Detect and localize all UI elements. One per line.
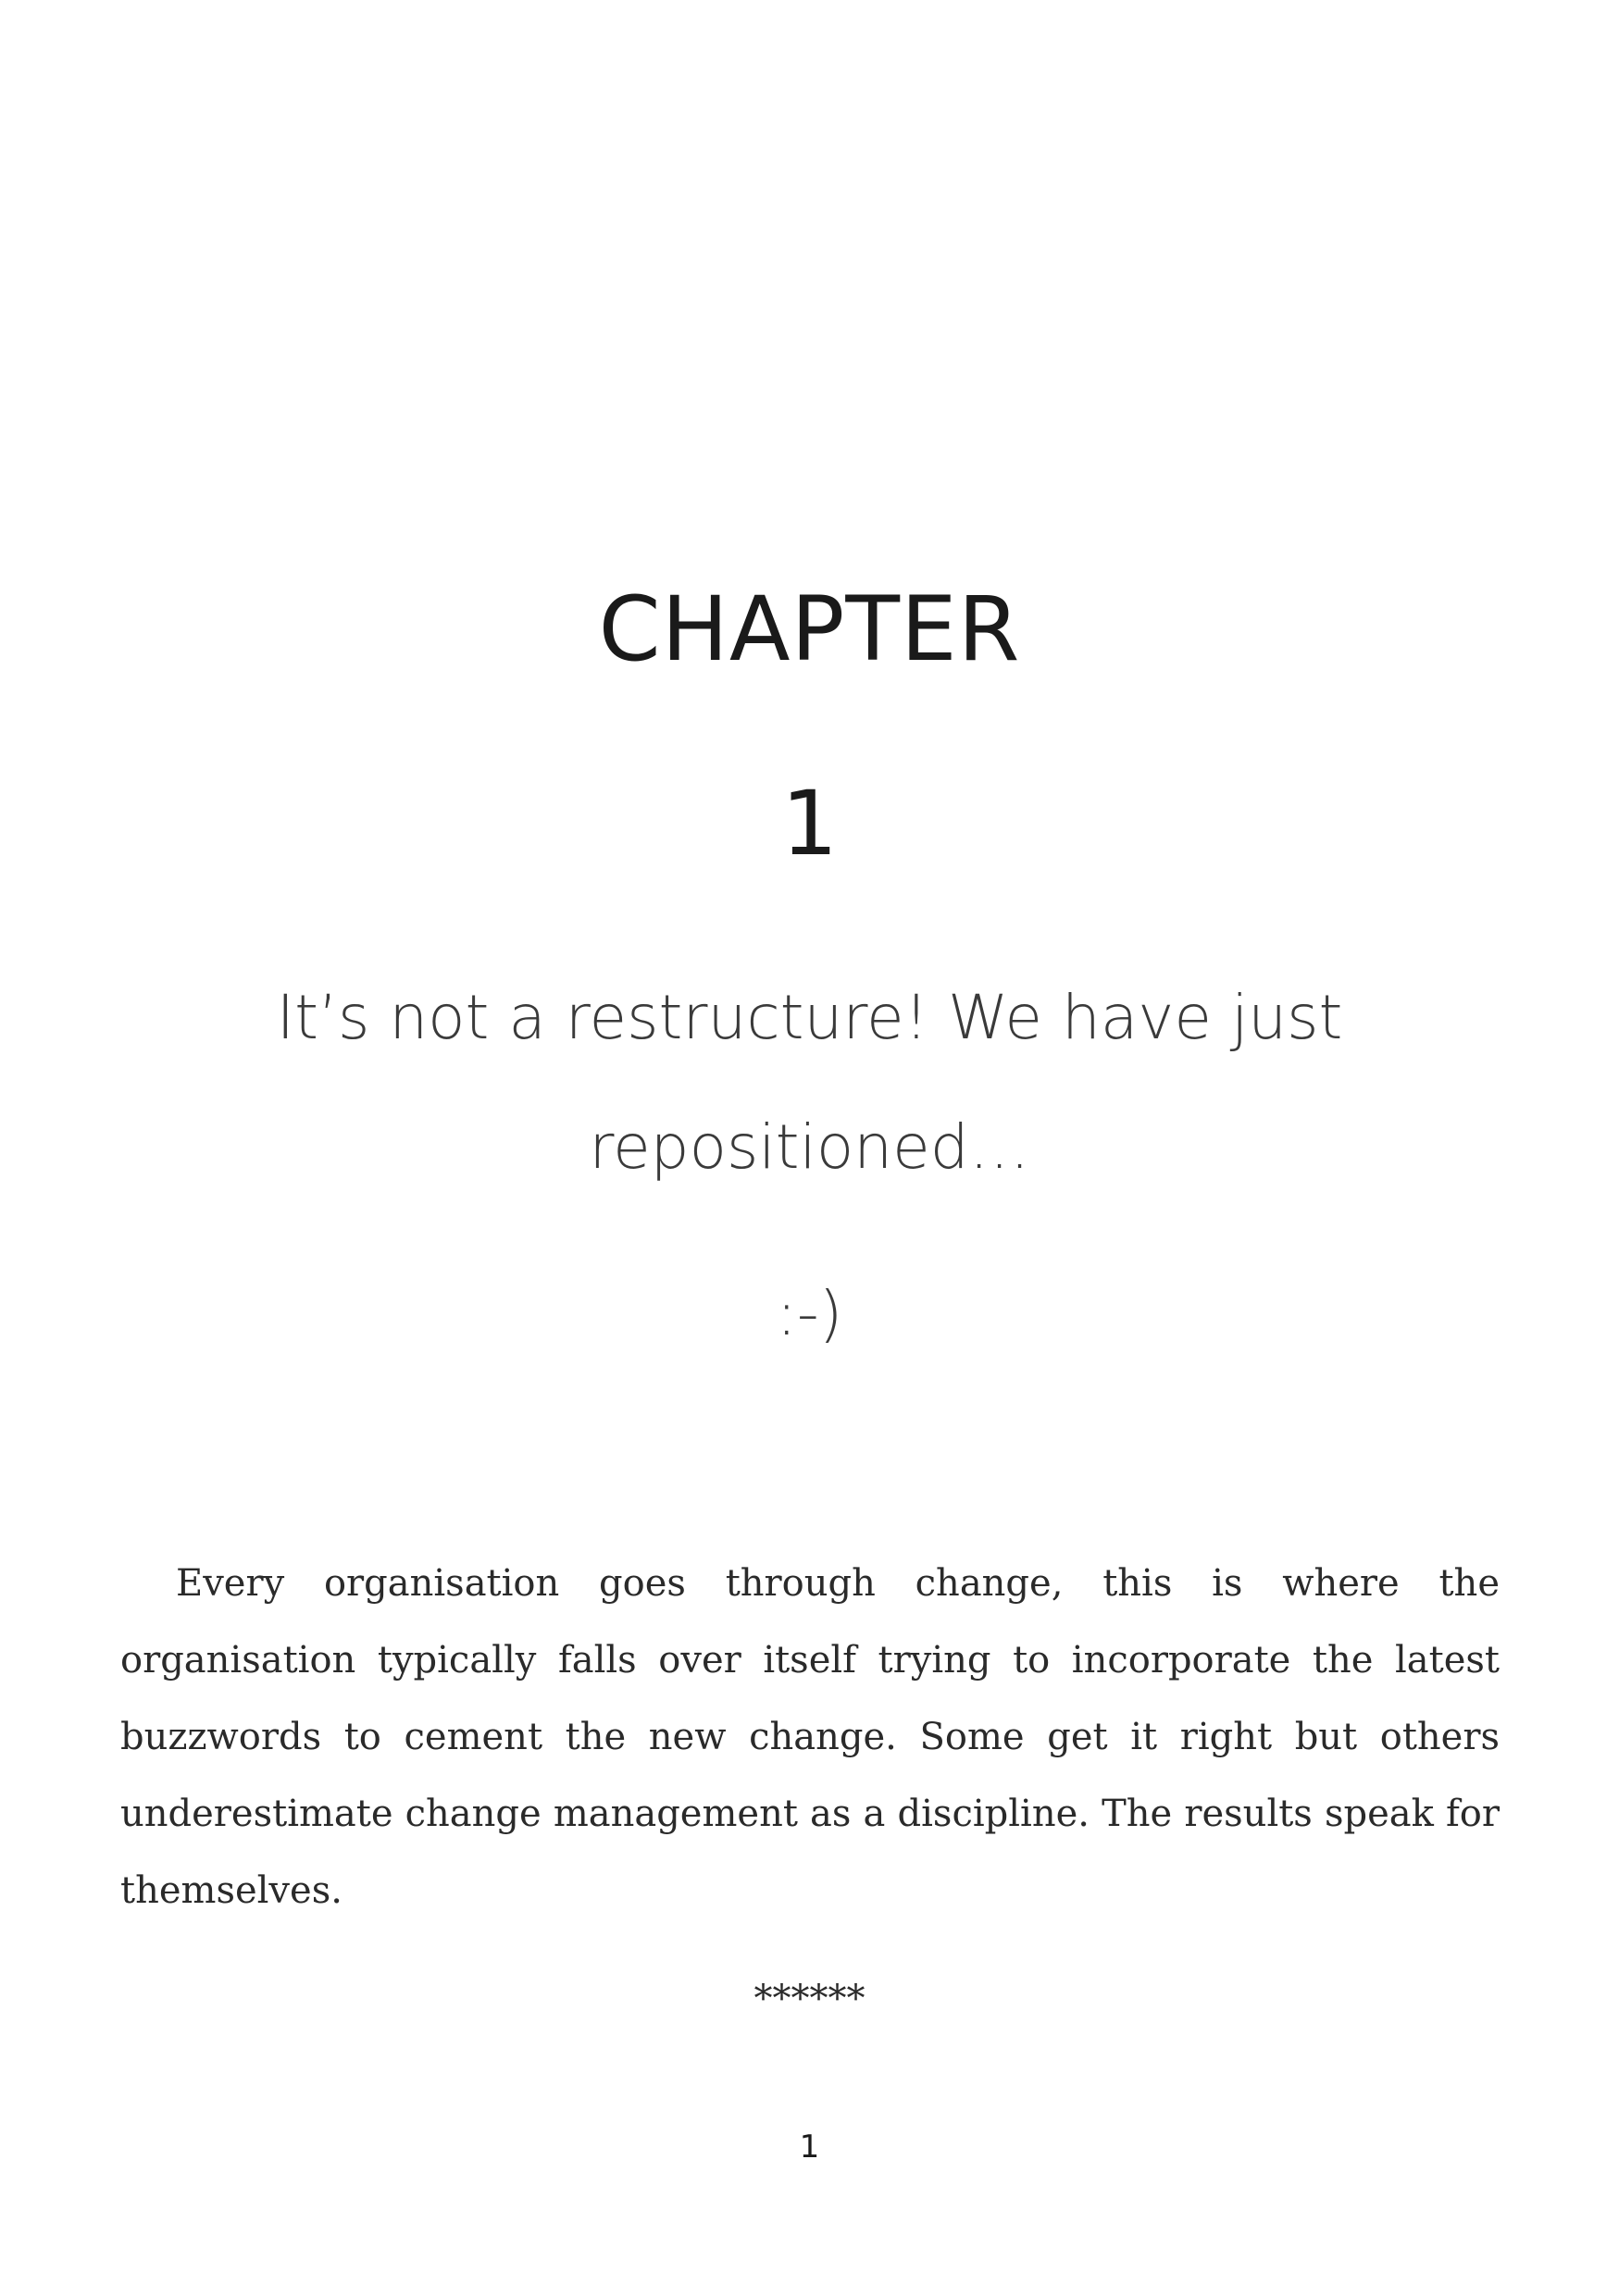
chapter-emoticon: :-) xyxy=(776,1278,843,1349)
chapter-label: CHAPTER xyxy=(598,577,1021,681)
chapter-number: 1 xyxy=(780,772,839,875)
section-separator: ****** xyxy=(753,1978,866,2020)
body-paragraph: Every organisation goes through change, this is where the organisation typically falls over itself trying to incorporate the latest buzzwords to cement the new change. Some get it right but others underestimate change management as a discipline. The results speak for themselves. xyxy=(120,1562,1500,1912)
chapter-title: It’s not a restructure! We have just repositioned… xyxy=(276,982,1343,1183)
page-number: 1 xyxy=(799,2128,820,2166)
